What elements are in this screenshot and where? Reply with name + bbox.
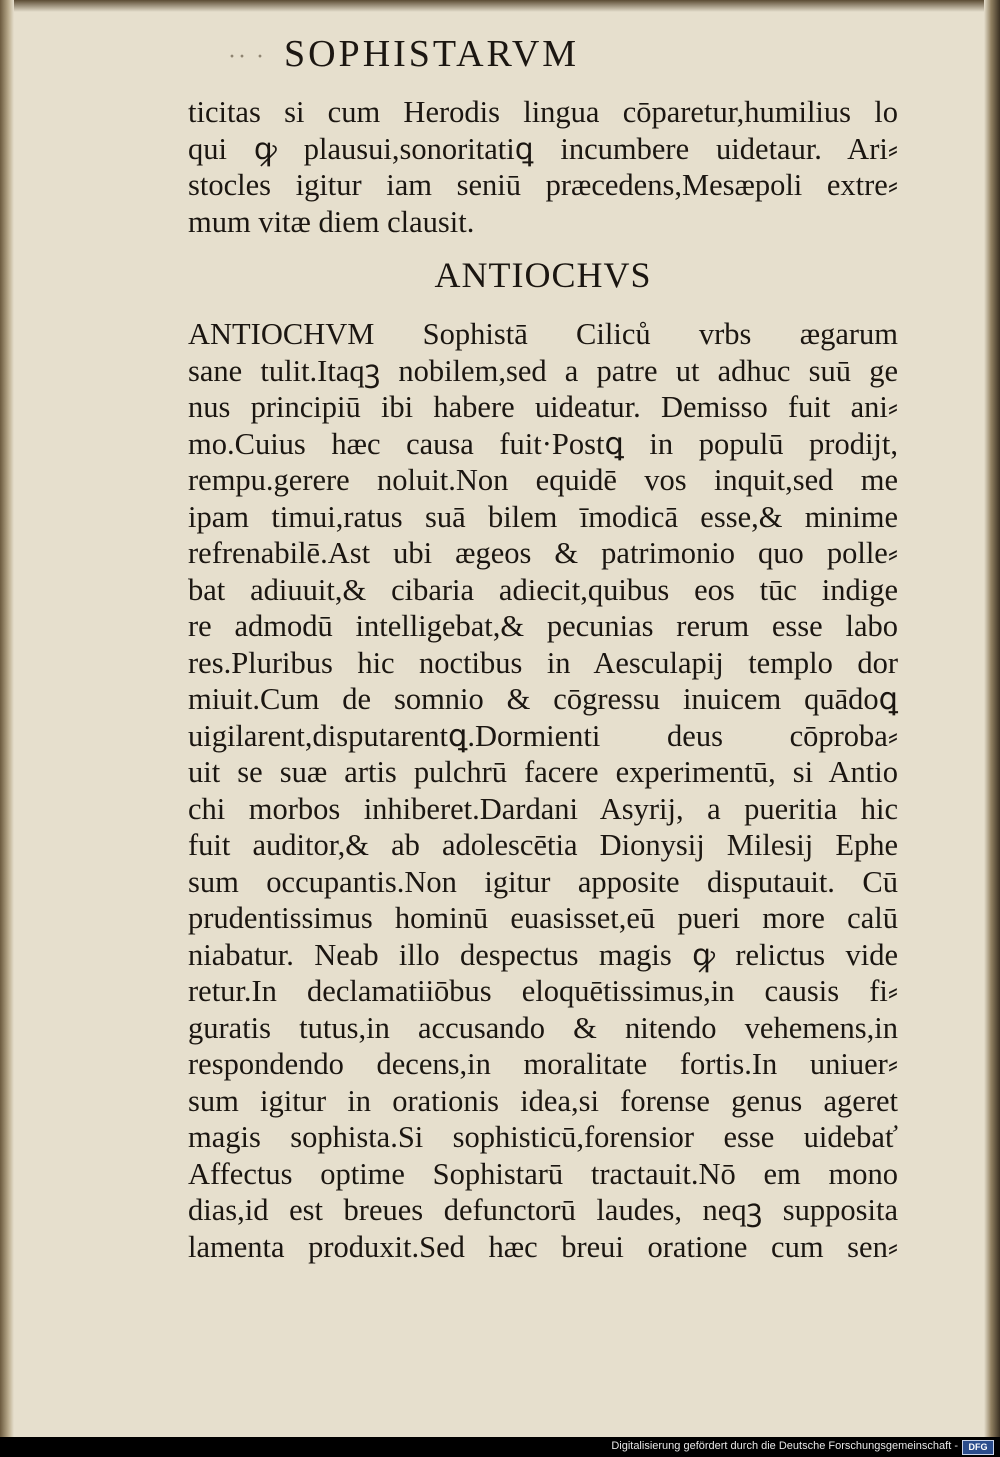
text-line: bat adiuuit,& cibaria adiecit,quibus eos tūc indige [188,572,898,607]
text-line: retur.In declamatiiōbus eloquētissimus,in causis fi⸗ [188,974,898,1008]
text-line: re admodū intelligebat,& pecunias rerum esse labo [188,609,898,643]
text-line: nus principiū ibi habere uideatur. Demisso fuit ani⸗ [188,390,898,424]
dfg-logo[interactable]: DFG [962,1440,994,1455]
running-head [228,32,579,76]
text-line: prudentissimus hominū euasisset,eū pueri more calū [188,901,898,935]
text-line: mo.Cuius hæc causa fuit·Postꝗ in populū prodijt, [188,426,898,461]
text-line: sum igitur in orationis idea,si forense genus ageret [188,1083,898,1118]
section-heading: ANTIOCHVS [434,255,652,295]
text-line: miuit.Cum de somnio & cōgressu inuicem quādoꝗ [188,682,898,716]
text-line: Affectus optime Sophistarū tractauit.Nō em mono [188,1156,898,1191]
text-line: rempu.gerere noluit.Non equidē vos inquit,sed me [188,463,898,497]
text-line: uigilarent,disputarentꝗ.Dormienti deus cōproba⸗ [188,718,898,753]
text-line: sane tulit.Itaqꝫ nobilem,sed a patre ut adhuc suū ge [188,353,898,388]
text-line: ipam timui,ratus suā bilem īmodicā esse,& minime [188,499,898,534]
text-line: stocles igitur iam seniū præcedens,Mesæpoli extre⸗ [188,168,898,202]
text-line: respondendo decens,in moralitate fortis.In uniuer⸗ [188,1047,898,1081]
running-head-title: SOPHISTARVM [283,33,580,75]
text-line: niabatur. Neab illo despectus magis ꝙ relictus vide [188,937,898,972]
text-line: magis sophista.Si sophisticū,forensior esse uidebať [188,1120,898,1154]
page-right-edge [984,0,1000,1437]
text-line: lamenta produxit.Sed hæc breui oratione cum sen⸗ [188,1229,898,1264]
text-line: uit se suæ artis pulchrū facere experimentū, si Antio [188,755,898,789]
text-line: res.Pluribus hic noctibus in Aesculapij templo dor [188,645,898,680]
running-head-prefix: ·· · [228,43,266,70]
page-top-shadow [0,0,1000,12]
text-line: ticitas si cum Herodis lingua cōparetur,humilius lo [188,95,898,129]
text-line: refrenabilē.Ast ubi ægeos & patrimonio quo polle⸗ [188,536,898,570]
text-line: fuit auditor,& ab adolescētia Dionysij Milesij Ephe [188,828,898,862]
footer-bar [0,1437,1000,1457]
text-line: guratis tutus,in accusando & nitendo vehemens,in [188,1010,898,1045]
text-line: ANTIOCHVM Sophistā Ciliců vrbs ægarum [188,317,898,351]
page-left-gutter [0,0,14,1437]
text-line: dias,id est breues defunctorū laudes, neqꝫ supposita [188,1193,898,1227]
text-line: chi morbos inhiberet.Dardani Asyrij, a pueritia hic [188,791,898,826]
text-line: qui ꝙ plausui,sonoritatiꝗ incumbere uidetaur. Ari⸗ [188,131,898,166]
funding-credit: Digitalisierung gefördert durch die Deutsche Forschungsgemeinschaft - [611,1440,958,1452]
text-line: mum vitæ diem clausit. [188,204,475,239]
paragraph-antiochus [188,316,898,1265]
text-line: sum occupantis.Non igitur apposite disputauit. Cū [188,864,898,899]
paragraph-continued [188,94,898,240]
